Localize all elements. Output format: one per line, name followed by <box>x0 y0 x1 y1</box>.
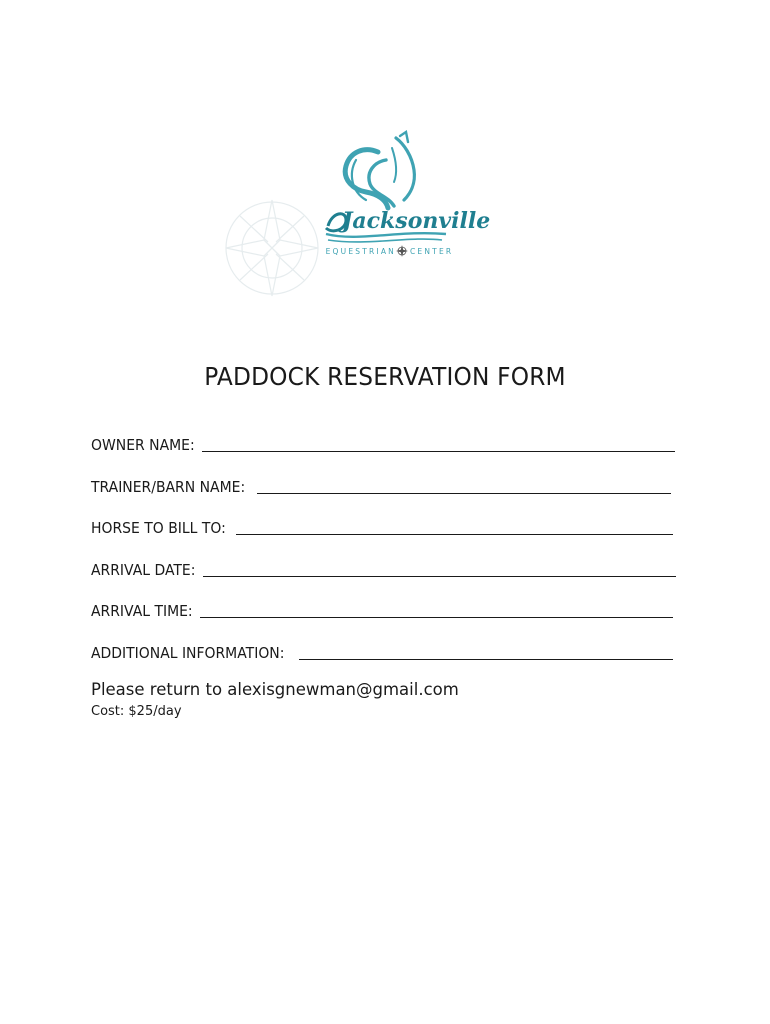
trainer-barn-name-field[interactable] <box>91 474 671 496</box>
logo-subtitle-left: EQUESTRIAN <box>325 247 396 256</box>
owner-name-label: OWNER NAME: <box>91 436 195 454</box>
arrival-time-field[interactable] <box>91 598 673 620</box>
trainer-barn-name-label: TRAINER/BARN NAME: <box>91 478 246 496</box>
arrival-time-line[interactable] <box>200 617 673 618</box>
compass-star-icon <box>396 245 408 257</box>
additional-information-label: ADDITIONAL INFORMATION: <box>91 644 285 662</box>
cost-note: Cost: $25/day <box>91 704 182 719</box>
logo-graphic <box>228 130 491 310</box>
arrival-date-label: ARRIVAL DATE: <box>91 561 196 579</box>
arrival-date-field[interactable] <box>91 557 676 579</box>
arrival-date-line[interactable] <box>203 576 676 577</box>
logo-subtitle-right: CENTER <box>410 247 454 256</box>
return-instructions: Please return to alexisgnewman@gmail.com <box>91 680 459 699</box>
trainer-barn-name-line[interactable] <box>257 493 671 494</box>
arrival-time-label: ARRIVAL TIME: <box>91 602 193 620</box>
horse-to-bill-field[interactable] <box>91 515 673 537</box>
jacksonville-equestrian-logo <box>228 130 491 310</box>
wordmark-graphic <box>326 208 490 242</box>
logo-wordmark: Jacksonville <box>342 208 491 234</box>
owner-name-line[interactable] <box>202 451 675 452</box>
compass-watermark-icon <box>226 200 318 296</box>
horse-to-bill-label: HORSE TO BILL TO: <box>91 519 226 537</box>
form-title: PADDOCK RESERVATION FORM <box>204 362 566 391</box>
additional-information-line[interactable] <box>299 659 673 660</box>
additional-information-field[interactable] <box>91 640 673 662</box>
horse-head-icon <box>345 132 414 208</box>
horse-to-bill-line[interactable] <box>236 534 673 535</box>
owner-name-field[interactable] <box>91 432 675 454</box>
logo-subtitle <box>326 245 454 257</box>
